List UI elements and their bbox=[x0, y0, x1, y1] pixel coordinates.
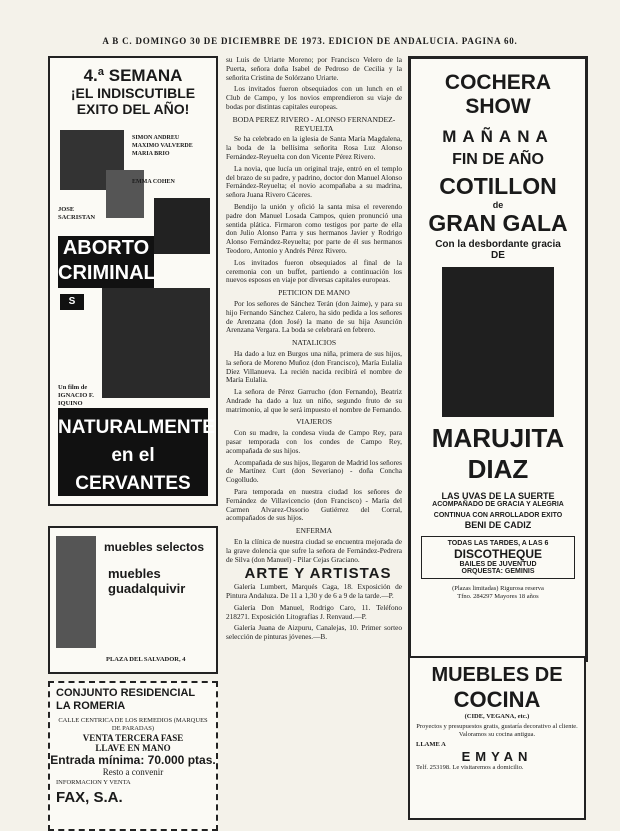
cochera-con-la: Con la desbordante gracia bbox=[435, 239, 561, 250]
muebles-address: PLAZA DEL SALVADOR, 4 bbox=[106, 656, 186, 663]
cochera-uvas: LAS UVAS DE LA SUERTE bbox=[441, 491, 555, 501]
page-header: A B C. DOMINGO 30 DE DICIEMBRE DE 1973. EDICION DE ANDALUCIA. PAGINA 60. bbox=[102, 36, 518, 46]
muebles-brand: muebles guadalquivir bbox=[108, 566, 186, 596]
cocina-telf: Telf. 253198. Le visitaremos a domicilio. bbox=[416, 764, 524, 771]
discotheque-box bbox=[421, 536, 575, 579]
film-title: ABORTO CRIMINAL bbox=[58, 236, 154, 288]
viajeros-paragraph: Con su madre, la condesa viuda de Campo Rey, para pasar temporada con los condes de Campo Rey, acompañada de sus hijos. bbox=[226, 428, 402, 455]
film-photo-3 bbox=[154, 198, 210, 254]
cocina-title: COCINA bbox=[453, 687, 541, 712]
romeria-line-2: VENTA TERCERA FASE bbox=[82, 733, 184, 743]
muebles-ad bbox=[48, 526, 218, 674]
film-cast: SIMON ANDREU MAXIMO VALVERDE MARIA BRIO EMMA COHEN bbox=[132, 135, 193, 185]
intro-text-2: Los invitados fueron obsequiados con un lunch en el Club de Campo, y los novios emprendieron su viaje de bodas por distintas capitales europeas. bbox=[226, 84, 402, 111]
cocina-llame: LLAME A bbox=[416, 741, 446, 748]
boda-paragraph: Los invitados fueron obsequiados al final de la ceremonia con un buffet, partiendo a continuación los nuevos esposos en viaje por diversas capitales europeas. bbox=[226, 257, 402, 285]
enferma-title: ENFERMA bbox=[295, 526, 333, 536]
cochera-cotillon: COTILLON bbox=[439, 173, 557, 199]
romeria-contact: INFORMACION Y VENTA bbox=[56, 779, 131, 786]
artist-name-2: DIAZ bbox=[467, 454, 529, 484]
peticion-paragraph: Por los señores de Sánchez Terán (don Jaime), y para su hijo Fernando Sánchez Calero, ha sido pedida a los señores de Arenzana (don José) la mano de su hija Asunción Arenzana Vergara. La boda se celebrará en febrero. bbox=[226, 298, 402, 335]
film-ad bbox=[48, 56, 218, 506]
cochera-plazas: (Plazas limitadas) Rigurosa reserva bbox=[452, 585, 544, 592]
natalicios-title: NATALICIOS bbox=[291, 338, 337, 348]
romeria-company: FAX, S.A. bbox=[56, 789, 123, 806]
discotheque-bailes: BAILES DE JUVENTUD bbox=[459, 561, 537, 568]
romeria-ad bbox=[48, 681, 218, 831]
cochera-telefono: Tfno. 284297 Mayores 18 años bbox=[457, 593, 539, 600]
romeria-line-1: CALLE CENTRICA DE LOS REMEDIOS (MARQUES DE PARADAS) bbox=[58, 717, 208, 732]
cochera-beni: BENI DE CADIZ bbox=[464, 520, 532, 530]
cochera-title: COCHERA SHOW bbox=[444, 71, 552, 118]
boda-title: BODA PEREZ RIVERO - ALONSO FERNANDEZ-REYUELTA bbox=[232, 114, 396, 133]
cocina-desc: Proyectos y presupuestos gratis, gustaría decorativo al cliente. Valoramos su cocina antigua. bbox=[416, 723, 578, 738]
discotheque-todas: TODAS LAS TARDES, A LAS 6 bbox=[447, 540, 549, 547]
film-director: Un film de IGNACIO F. IQUINO bbox=[58, 384, 94, 407]
artist-name-1: MARUJITA bbox=[431, 423, 565, 453]
cocina-muebles: MUEBLES DE bbox=[431, 664, 563, 686]
natalicios-paragraph: Ha dado a luz en Burgos una niña, primera de sus hijos, la señora de Moreno Muñoz (don Francisco), María Eulalia Díez Villanueva. La recién nacida recibirá el nombre de María Eulalia. bbox=[226, 348, 402, 385]
boda-paragraph: Se ha celebrado en la iglesia de Santa María Magdalena, la boda de la bellísima señorita Rosa Luz Alonso Fernández-Reyuelta con don Vicente Pérez Rivero. bbox=[226, 134, 402, 161]
arte-paragraph: Galería Lumbert, Marqués Caga, 18. Exposición de Pintura Andaluza. De 11 a 1,30 y de 6 a 9 de la tarde.—P. bbox=[226, 582, 402, 601]
cocina-brand: EMYAN bbox=[461, 749, 533, 764]
film-tagline: ¡EL INDISCUTIBLE EXITO DEL AÑO! bbox=[70, 85, 196, 117]
viajeros-paragraph: Para temporada en nuestra ciudad los señores de Fernández de Villavicencio (don Francisco) - María del Carmen Alvarez-Ossorio Gutiérrez del Corral, acompañados de sus hijos. bbox=[226, 487, 402, 523]
cocina-ad bbox=[408, 656, 586, 820]
enferma-paragraph: En la clínica de nuestra ciudad se encuentra mejorada de la grave dolencia que sufre la señora de Fernández-Pedrera de Silva (don Manuel) - Pilar Cejas Graciano. bbox=[226, 537, 402, 564]
arte-paragraph: Galería Don Manuel, Rodrigo Caro, 11. Teléfono 218271. Exposición Litografías J. Renvaud.—P. bbox=[226, 602, 402, 621]
cochera-ad bbox=[408, 56, 588, 662]
film-photo-main bbox=[102, 288, 210, 398]
romeria-line-3: LLAVE EN MANO bbox=[95, 743, 171, 753]
natalicios-paragraph: La señora de Pérez Garrucho (don Fernando), Beatriz Andrade ha dado a luz un niño, segundo fruto de su matrimonio, al que le será impuesto el nombre de Fernando. bbox=[226, 387, 402, 414]
boda-paragraph: La novia, que lucía un original traje, entró en el templo del brazo de su padre, y padrino, doctor don Manuel Alonso Fernández-Reyuelta; el novio acompañaba a su madrina, señora Juana Rivero Cáceres. bbox=[226, 163, 402, 200]
cochera-gran-gala: GRAN GALA bbox=[428, 210, 568, 236]
romeria-venue: CONJUNTO RESIDENCIAL LA ROMERIA bbox=[56, 687, 195, 712]
film-rating: S bbox=[60, 294, 84, 310]
cochera-manana: MAÑANA bbox=[442, 127, 554, 146]
peticion-title: PETICION DE MANO bbox=[278, 288, 350, 298]
cochera-acomp: ACOMPAÑADO DE GRACIA Y ALEGRIA bbox=[432, 501, 564, 508]
boda-paragraph: Bendijo la unión y ofició la santa misa el reverendo padre don Manuel Losada Campos, quien pronunció una sentida plática. Firmaron como testigos por parte de ella don Julio Alonso Parra y sus hermanos Javier y Rodrigo Alonso Fernández-Reyuelta; por parte de él sus hermanos Teodoro, Antonio y Andrés Pérez Rivero. bbox=[226, 201, 402, 255]
cochera-continua: CONTINUA CON ARROLLADOR EXITO bbox=[433, 512, 563, 519]
cochera-fin-de-ano: FIN DE AÑO bbox=[452, 151, 544, 168]
viajeros-paragraph: Acompañada de sus hijos, llegaron de Madrid los señores de Martínez Curt (don Severiano) - doña Concha Cogolludo. bbox=[226, 457, 402, 485]
romeria-line-5: Resto a convenir bbox=[102, 767, 164, 777]
discotheque-title: DISCOTHEQUE bbox=[453, 547, 542, 561]
discotheque-orquesta: ORQUESTA: GEMINIS bbox=[461, 568, 535, 575]
film-cast-extra: JOSE SACRISTAN bbox=[58, 206, 96, 221]
cochera-de: de bbox=[492, 200, 504, 210]
romeria-price: Entrada mínima: 70.000 ptas. bbox=[50, 753, 216, 767]
intro-text: su Luis de Uriarte Moreno; por Francisco Velero de la Puerta, señora doña Isabel de Pedroso de Cecilia y la señorita Cristina de Solórzano Uriarte. bbox=[226, 55, 402, 82]
left-column bbox=[48, 56, 218, 806]
film-week: 4.ª SEMANA bbox=[83, 66, 183, 85]
middle-column bbox=[226, 56, 402, 816]
arte-paragraph: Galería Juana de Aizpuru, Canalejas, 10. Primer sorteo selección de pinturas jóvenes.—B. bbox=[226, 623, 402, 642]
arte-title: ARTE Y ARTISTAS bbox=[244, 565, 392, 583]
viajeros-title: VIAJEROS bbox=[296, 417, 332, 427]
film-cinema: NATURALMENTE en el CERVANTES bbox=[58, 408, 208, 496]
cochera-de2: DE bbox=[491, 250, 505, 261]
chair-illustration bbox=[56, 536, 96, 648]
artist-photo bbox=[442, 267, 554, 417]
cocina-tipos: (CIDE, VEGANA, etc.) bbox=[464, 713, 530, 720]
muebles-title: muebles selectos bbox=[104, 540, 205, 554]
